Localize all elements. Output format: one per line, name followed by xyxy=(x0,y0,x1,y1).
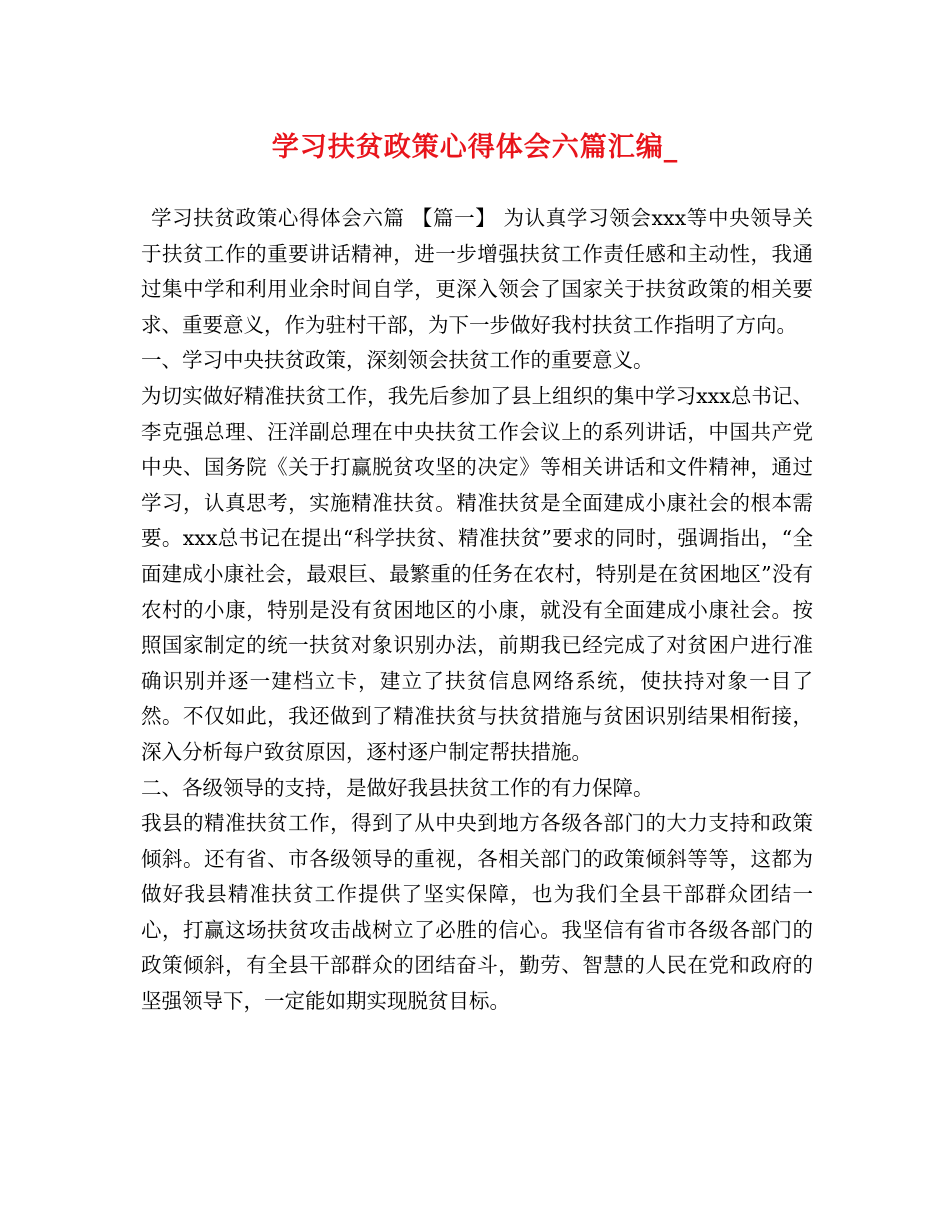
document-title: 学习扶贫政策心得体会六篇汇编_ xyxy=(271,132,679,163)
paragraph-section-1: 为切实做好精准扶贫工作，我先后参加了县上组织的集中学习xxx总书记、李克强总理、汪洋副总理在中央扶贫工作会议上的系列讲话，中国共产党中央、国务院《关于打赢脱贫攻坚的决定》等相关讲话和文件精神，通过学习，认真思考，实施精准扶贫。精准扶贫是全面建成小康社会的根本需要。xxx总书记在提出“科学扶贫、精准扶贫”要求的同时，强调指出，“全面建成小康社会，最艰巨、最繁重的任务在农村，特别是在贫困地区”没有农村的小康，特别是没有贫困地区的小康，就没有全面建成小康社会。按照国家制定的统一扶贫对象识别办法，前期我已经完成了对贫困户进行准确识别并逐一建档立卡，建立了扶贫信息网络系统，使扶持对象一目了然。不仅如此，我还做到了精准扶贫与扶贫措施与贫困识别结果相衔接，深入分析每户致贫原因，逐村逐户制定帮扶措施。 xyxy=(141,383,813,764)
section-heading-2: 二、各级领导的支持，是做好我县扶贫工作的有力保障。 xyxy=(141,775,654,800)
paragraph-section-2: 我县的精准扶贫工作，得到了从中央到地方各级各部门的大力支持和政策倾斜。还有省、市各级领导的重视，各相关部门的政策倾斜等等，这都为做好我县精准扶贫工作提供了坚实保障，也为我们全县干部群众团结一心，打赢这场扶贫攻击战树立了必胜的信心。我坚信有省市各级各部门的政策倾斜，有全县干部群众的团结奋斗，勤劳、智慧的人民在党和政府的坚强领导下，一定能如期实现脱贫目标。 xyxy=(141,811,813,1014)
document-body xyxy=(141,201,813,1020)
section-heading-1: 一、学习中央扶贫政策，深刻领会扶贫工作的重要意义。 xyxy=(141,348,654,373)
paragraph-intro: 学习扶贫政策心得体会六篇 【篇一】 为认真学习领会xxx等中央领导关于扶贫工作的重要讲话精神，进一步增强扶贫工作责任感和主动性，我通过集中学和利用业余时间自学，更深入领会了国家关于扶贫政策的相关要求、重要意义，作为驻村干部，为下一步做好我村扶贫工作指明了方向。 xyxy=(141,206,813,337)
